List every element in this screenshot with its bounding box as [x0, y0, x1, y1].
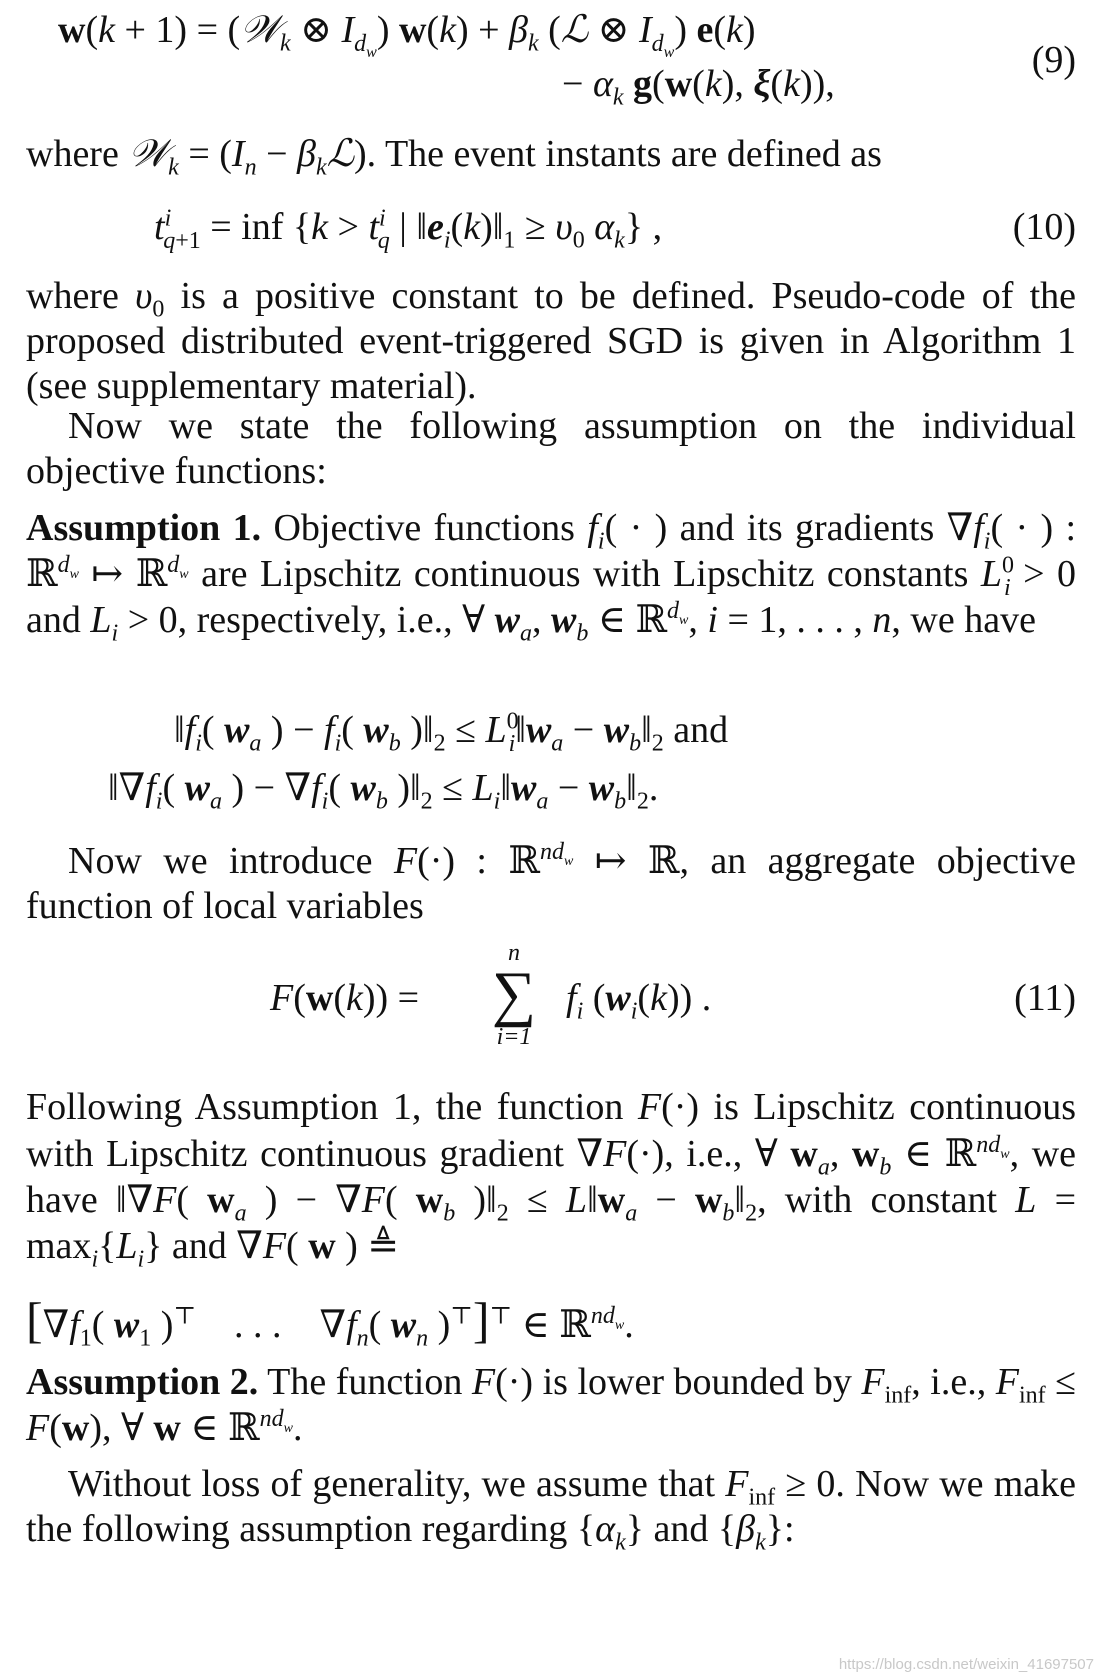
assumption-2-heading: Assumption 2.	[26, 1361, 259, 1403]
summation-symbol	[474, 940, 554, 1052]
paragraph-wk: where 𝒲$_k$ = ($I_n$ − $\beta_kℒ$). The event instants are defined as	[26, 133, 882, 181]
sigma-glyph: ∑	[491, 960, 537, 1028]
equation-9-number: (9)	[1031, 39, 1076, 81]
assumption-2: Assumption 2. The function F(·) is lower bounded by $F_{inf}$, i.e., $F_{inf} \le F(w)$, ∀ w ∈ ℝ$^{nd_w}$.	[26, 1361, 1076, 1449]
equation-11-rhs: $f_i$ $(w_i(k))$ .	[566, 977, 712, 1025]
assumption-1-heading: Assumption 1.	[26, 507, 262, 549]
equation-11-number: (11)	[1014, 977, 1076, 1019]
assumption-1: Assumption 1. Objective functions $f_i$( · ) and its gradients $\nabla f_i$( · ) : ℝ$^{d_w}$ ↦ ℝ$^{d_w}$ are Lipschitz continuous with Lipschitz constants $L^0_i > 0$ and $L_i > 0$, respectively, i.e., ∀ $w_a$, $w_b$ ∈ ℝ$^{d_w}$, i = 1, . . . , n, we have	[26, 507, 1076, 647]
equation-11-lhs: F(w(k)) =	[270, 977, 420, 1019]
paragraph-pseudocode: where $\upsilon_0$ is a positive constant to be defined. Pseudo-code of the proposed distributed event-triggered SGD is given in Algorithm 1 (see supplementary material).	[26, 275, 1076, 407]
paragraph-without-loss: Without loss of generality, we assume that $F_{inf} \ge 0$. Now we make the following assumption regarding $\{\alpha_k\}$ and $\{\beta_k\}$:	[26, 1463, 1077, 1556]
equation-10: $t^i_{q+1}$ = inf {$k > t^i_q$ | $‖e_i(k)‖_1 \ge \upsilon_0$ $\alpha_k$} ,	[154, 205, 663, 254]
sum-lower-limit: i=1	[496, 1024, 532, 1050]
equation-9-line1: w(k + 1) = (𝒲$_k$ ⊗ $I_{d_w}$) $w(k) + \beta_k$ (ℒ ⊗ $I_{d_w}$) e(k)	[58, 9, 756, 61]
lipschitz-inequality-1: $‖f_i$( $w_a$ ) − $f_i$( $w_b$ )$‖_2$ ≤ $L^0_i‖w_a$ − $w_b‖_2$ and	[174, 708, 729, 757]
paragraph-following-assumption: Following Assumption 1, the function F(·) is Lipschitz continuous with Lipschitz continuous gradient ∇F(·), i.e., ∀ $w_a$, $w_b$ ∈ ℝ$^{nd_w}$, we have ‖∇F( $w_a$ ) − ∇F( $w_b$ )$‖_2$ ≤ $L‖w_a$ − $w_b‖_2$, with constant $L = \max_i\{L_i\}$ and ∇F( w ) ≜	[26, 1086, 1077, 1273]
equation-9-line2: − $\alpha_k$ g(w(k), ξ(k)),	[562, 63, 835, 111]
paragraph-now-we-state: Now we state the following assumption on the individual objective functions:	[26, 405, 1076, 492]
gradient-vector: [$\nabla f_1$( $w_1$ )⊤ . . . $\nabla f_n$( $w_n$ )⊤]⊤ ∈ ℝ$^{nd_w}$.	[26, 1292, 634, 1352]
sum-upper-limit: n	[508, 940, 520, 966]
equation-10-number: (10)	[1012, 206, 1076, 248]
watermark-url: https://blog.csdn.net/weixin_41697507	[838, 1656, 1094, 1673]
lipschitz-inequality-2: $‖\nabla f_i$( $w_a$ ) − $\nabla f_i$( $w_b$ )$‖_2$ ≤ $L_i‖w_a$ − $w_b‖_2$.	[108, 767, 659, 815]
paragraph-introduce-F: Now we introduce F(·) : ℝ$^{nd_w}$ ↦ ℝ, an aggregate objective function of local variables	[26, 838, 1076, 927]
